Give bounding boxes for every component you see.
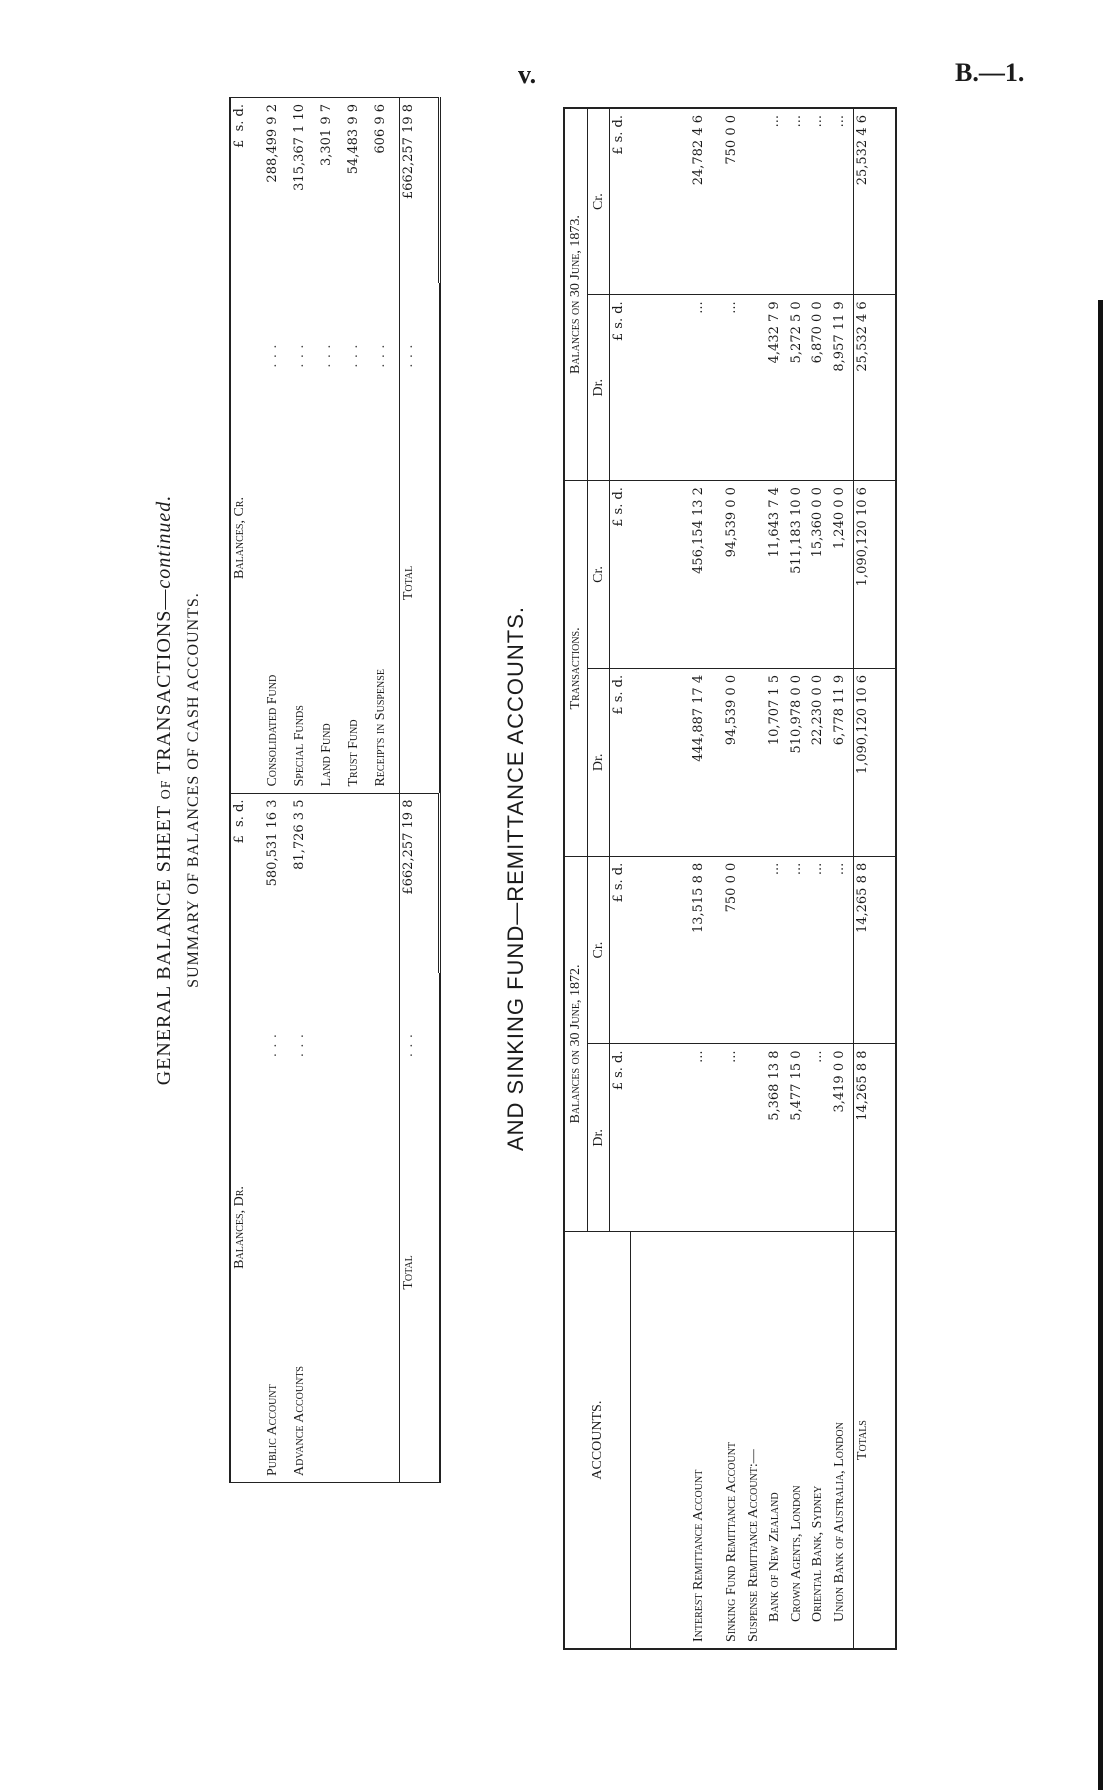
cr-row-amount: 606 9 6: [372, 104, 388, 154]
dr-total-label: Total: [400, 1063, 440, 1483]
cr-total-label: Total: [400, 373, 440, 793]
cr-row-label: Land Fund: [318, 373, 345, 793]
money-header: £ s. d.: [610, 295, 631, 481]
binding-rule: [1098, 300, 1103, 1790]
totals-1872-dr: 14,265 8 8: [853, 1044, 896, 1232]
amount-cell: ...: [809, 108, 830, 295]
amount-cell: 8,957 11 9: [831, 295, 853, 481]
amount-cell: 750 0 0: [723, 856, 744, 1044]
amount-cell: 5,368 13 8: [766, 1044, 787, 1232]
amount-cell: ...: [788, 108, 809, 295]
totals-1873-cr: 25,532 4 6: [853, 108, 896, 295]
cr-heading: Balances, Cr.: [230, 283, 264, 793]
remittance-title: AND SINKING FUND—REMITTANCE ACCOUNTS.: [503, 605, 528, 1152]
col-dr: Dr.: [587, 668, 610, 856]
money-header: £ s. d.: [610, 668, 631, 856]
amount-cell: ...: [631, 1044, 724, 1232]
amount-cell: [745, 1044, 766, 1232]
sheet-title: GENERAL BALANCE SHEET of TRANSACTIONS—continued.: [153, 494, 175, 1086]
group-heading-transactions: Transactions.: [564, 481, 587, 857]
money-header: £ s. d.: [610, 481, 631, 669]
col-cr: Cr.: [587, 856, 610, 1044]
account-label: Bank of New Zealand: [766, 1232, 787, 1649]
account-label: Crown Agents, London: [788, 1232, 809, 1649]
cr-row-amount: 3,301 9 7: [318, 104, 334, 167]
cr-currency-header: £ s. d.: [232, 104, 247, 148]
amount-cell: 6,870 0 0: [809, 295, 830, 481]
col-dr: Dr.: [587, 295, 610, 481]
amount-cell: 5,477 15 0: [788, 1044, 809, 1232]
amount-cell: [745, 481, 766, 669]
amount-cell: 456,154 13 2: [631, 481, 724, 669]
amount-cell: 10,707 1 5: [766, 668, 787, 856]
amount-cell: ...: [723, 295, 744, 481]
totals-label: Totals: [853, 1232, 896, 1649]
amount-cell: [745, 668, 766, 856]
table-row: [788, 108, 809, 1649]
totals-1872-cr: 14,265 8 8: [853, 856, 896, 1044]
amount-cell: [745, 108, 766, 295]
dr-row-amount: 81,726 3 5: [291, 799, 307, 870]
accounts-heading: ACCOUNTS.: [564, 1232, 631, 1649]
account-label: Sinking Fund Remittance Account: [723, 1232, 744, 1649]
amount-cell: ...: [831, 856, 853, 1044]
amount-cell: 4,432 7 9: [766, 295, 787, 481]
amount-cell: 13,515 8 8: [631, 856, 724, 1044]
cr-row-amount: 315,367 1 10: [291, 104, 307, 191]
amount-cell: ...: [809, 1044, 830, 1232]
amount-cell: ...: [809, 856, 830, 1044]
cr-row-label: Consolidated Fund: [264, 373, 291, 793]
totals-transactions-dr: 1,090,120 10 6: [853, 668, 896, 856]
amount-cell: ...: [831, 108, 853, 295]
amount-cell: 15,360 0 0: [809, 481, 830, 669]
page-number: v.: [518, 60, 537, 89]
totals-1873-dr: 25,532 4 6: [853, 295, 896, 481]
dr-total-amount: £662,257 19 8: [400, 793, 440, 973]
table-row: [831, 108, 853, 1649]
account-label: Union Bank of Australia, London: [831, 1232, 853, 1649]
sheet-subtitle: SUMMARY OF BALANCES OF CASH ACCOUNTS.: [185, 592, 202, 988]
amount-cell: 94,539 0 0: [723, 668, 744, 856]
amount-cell: [745, 295, 766, 481]
table-row: [631, 108, 724, 1649]
amount-cell: ...: [766, 856, 787, 1044]
amount-cell: ...: [723, 1044, 744, 1232]
amount-cell: 444,887 17 4: [631, 668, 724, 856]
amount-cell: 11,643 7 4: [766, 481, 787, 669]
table-row: [809, 108, 830, 1649]
amount-cell: ...: [788, 856, 809, 1044]
amount-cell: 6,778 11 9: [831, 668, 853, 856]
dr-currency-header: £ s. d.: [232, 799, 247, 844]
dr-row-label: Public Account: [265, 1384, 280, 1476]
document-reference: B.—1.: [955, 58, 1025, 87]
remittance-table: [563, 107, 897, 1650]
col-cr: Cr.: [587, 481, 610, 669]
amount-cell: ...: [631, 295, 724, 481]
amount-cell: 5,272 5 0: [788, 295, 809, 481]
table-row: [723, 108, 744, 1649]
account-label: Interest Remittance Account: [631, 1232, 724, 1649]
cr-row-amount: 54,483 9 9: [345, 104, 361, 175]
amount-cell: 511,183 10 0: [788, 481, 809, 669]
dr-row-amount: 580,531 16 3: [265, 799, 280, 887]
amount-cell: 510,978 0 0: [788, 668, 809, 856]
amount-cell: 750 0 0: [723, 108, 744, 295]
dr-row-label: Advance Accounts: [291, 1366, 307, 1476]
cr-row-amount: 288,499 9 2: [265, 104, 280, 183]
amount-cell: ...: [766, 108, 787, 295]
amount-cell: 94,539 0 0: [723, 481, 744, 669]
amount-cell: 22,230 0 0: [809, 668, 830, 856]
col-cr: Cr.: [587, 108, 610, 295]
account-label: Suspense Remittance Account:—: [745, 1232, 766, 1649]
money-header: £ s. d.: [610, 1044, 631, 1232]
amount-cell: 3,419 0 0: [831, 1044, 853, 1232]
cash-balances-table: Balances, Dr. £ s. d. Balances, Cr. £ s. d. Public Account ... 580,531 16 3 Consolidated Fund ... 288,499 9 2 Advance Accounts ... 81,726 3 5 Special Funds ... 315,367 1 10 Land Fund ... 3,301 9 7 Trust Fund ... 54,483 9 9 Receipts in Suspense ... 606 9 6 Total ... £662,257 19 8 Total ... £662,257 19 8: [229, 97, 441, 1483]
account-label: Oriental Bank, Sydney: [809, 1232, 830, 1649]
totals-transactions-cr: 1,090,120 10 6: [853, 481, 896, 669]
table-row: [766, 108, 787, 1649]
summary-cash-accounts-section: [153, 97, 441, 1483]
cr-row-label: Receipts in Suspense: [372, 373, 400, 793]
amount-cell: 24,782 4 6: [631, 108, 724, 295]
money-header: £ s. d.: [610, 856, 631, 1044]
cr-row-label: Special Funds: [291, 373, 318, 793]
table-row: [745, 108, 766, 1649]
cr-total-amount: £662,257 19 8: [400, 98, 440, 284]
group-heading-1873: Balances on 30 June, 1873.: [564, 108, 587, 481]
cr-row-label: Trust Fund: [345, 373, 372, 793]
group-heading-1872: Balances on 30 June, 1872.: [564, 856, 587, 1232]
amount-cell: [745, 856, 766, 1044]
money-header: £ s. d.: [610, 108, 631, 295]
amount-cell: 1,240 0 0: [831, 481, 853, 669]
col-dr: Dr.: [587, 1044, 610, 1232]
remittance-accounts-section: [503, 107, 897, 1650]
dr-heading: Balances, Dr.: [232, 1186, 247, 1269]
